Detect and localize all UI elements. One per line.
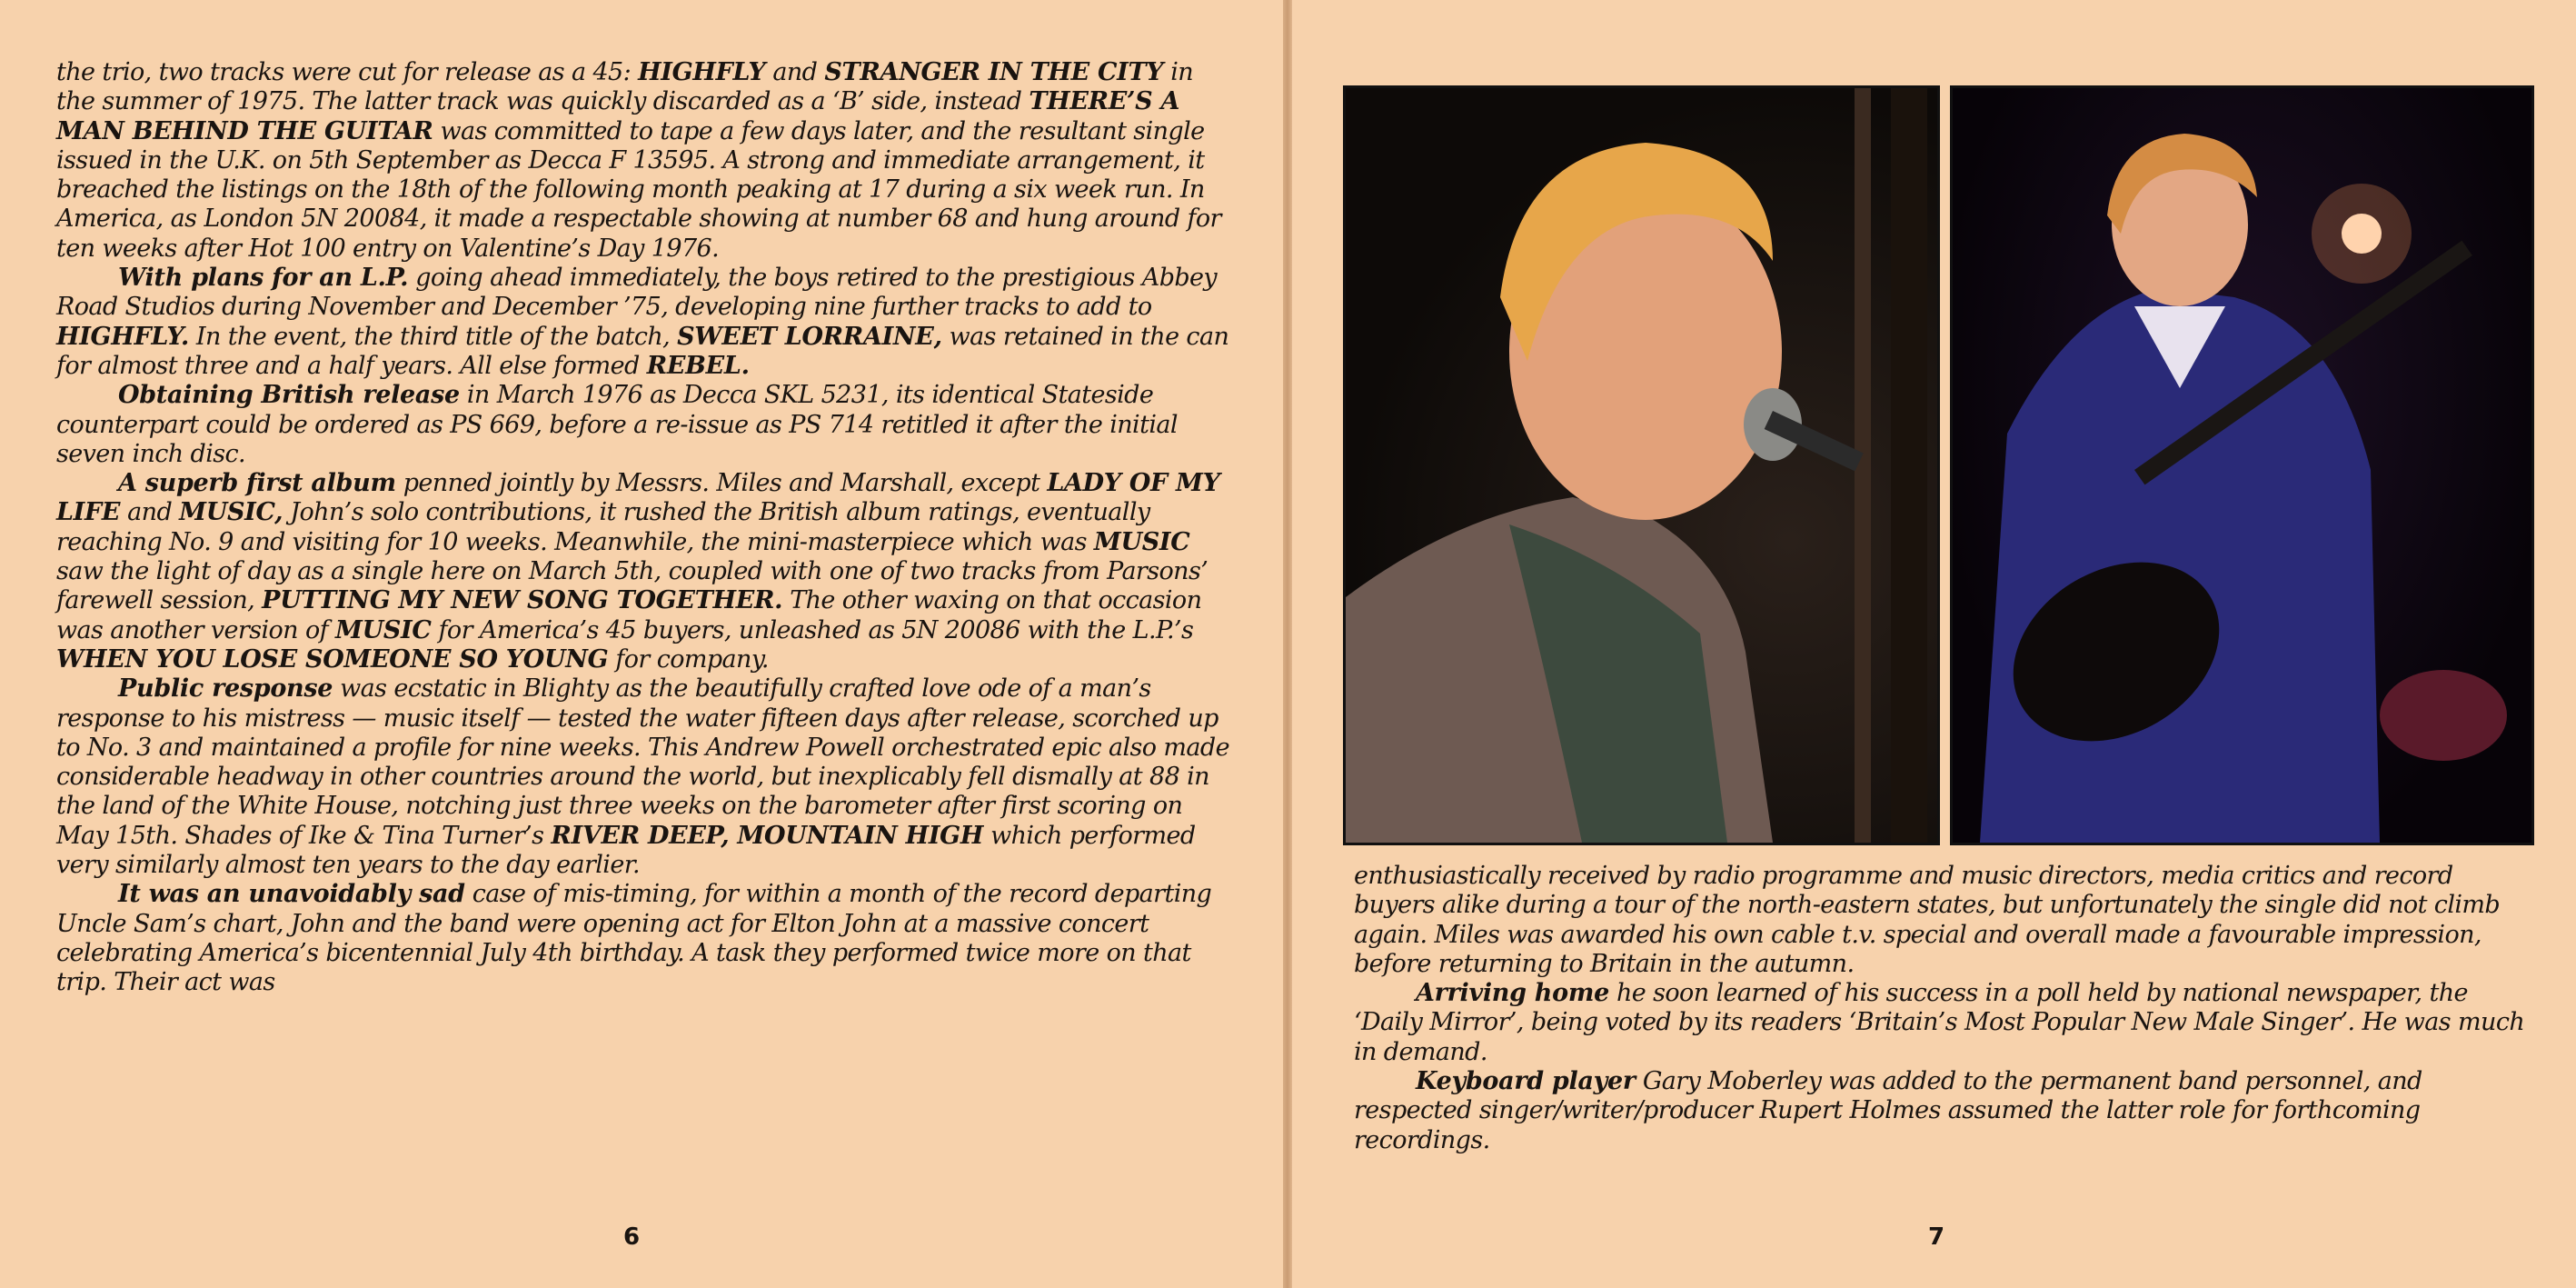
text-run: John’s solo contributions, it rushed the British album ratings, eventually reaching No. 9 and visiting for 10 weeks. Meanwhile, the mini-masterpiece which was bbox=[56, 498, 1150, 556]
bold-highlight: MUSIC bbox=[334, 615, 432, 644]
text-run: The other waxing on that occasion was another version of bbox=[56, 586, 1202, 644]
bold-highlight: SWEET LORRAINE, bbox=[677, 322, 942, 351]
bold-highlight: REBEL. bbox=[646, 351, 750, 380]
text-run: for America’s 45 buyers, unleashed as 5N 20086 with the L.P.’s bbox=[431, 615, 1194, 644]
book-spine bbox=[1283, 0, 1292, 1288]
body-paragraph bbox=[1354, 979, 2535, 1067]
bold-highlight: MUSIC bbox=[1093, 527, 1190, 556]
page-number: 7 bbox=[1928, 1223, 1945, 1251]
body-paragraph bbox=[56, 264, 1238, 381]
bold-highlight: Keyboard player bbox=[1416, 1067, 1636, 1096]
bold-highlight: It was an unavoidably sad bbox=[118, 880, 465, 909]
text-run: and bbox=[120, 498, 180, 527]
bold-highlight: A superb first album bbox=[118, 469, 396, 498]
text-run: he soon learned of his success in a poll held by national newspaper, the ‘Daily Mirror’, being voted by its readers ‘Britain’s Most Popular New Male Singer’. He was much in demand. bbox=[1354, 979, 2525, 1066]
text-run: which performed very similarly almost ten years to the day earlier. bbox=[56, 821, 1196, 880]
bold-highlight: STRANGER IN THE CITY bbox=[824, 58, 1164, 86]
body-paragraph bbox=[56, 880, 1238, 997]
text-run: was committed to tape a few days later, and the resultant single issued in the U.K. on 5th September as Decca F 13595. A strong and immediate arrangement, it breached the listings on the 18th of the following month peaking at 17 during a six week run. In America, as London 5N 20084, it made a respectable showing at number 68 and hung around for ten weeks after Hot 100 entry on Valentine’s Day 1976. bbox=[56, 116, 1221, 263]
body-paragraph bbox=[1354, 1067, 2535, 1155]
text-run: in March 1976 as Decca SKL 5231, its identical Stateside counterpart could be ordered as PS 669, before a re-issue as PS 714 retitled it after the initial seven inch disc. bbox=[56, 381, 1178, 468]
text-run: Gary Moberley was added to the permanent band personnel, and respected singer/writer/producer Rupert Holmes assumed the latter role for forthcoming recordings. bbox=[1354, 1067, 2422, 1154]
bold-highlight: Obtaining British release bbox=[118, 381, 460, 410]
bold-highlight: PUTTING MY NEW SONG TOGETHER. bbox=[262, 586, 783, 615]
bold-highlight: HIGHFLY. bbox=[56, 322, 189, 351]
text-run: In the event, the third title of the batch, bbox=[188, 322, 678, 351]
bold-highlight: HIGHFLY bbox=[638, 58, 766, 86]
text-run: in the summer of 1975. The latter track was quickly discarded as a ‘B’ side, instead bbox=[56, 58, 1194, 116]
bold-highlight: Arriving home bbox=[1416, 979, 1609, 1008]
text-run: was ecstatic in Blighty as the beautifully crafted love ode of a man’s response to his mistress — music itself — tested the water fifteen days after release, scorched up to No. 3 and maintained a profile for nine weeks. This Andrew Powell orchestrated epic also made considerable headway in other countries around the world, but inexplicably fell dismally at 88 in the land of the White House, notching just three weeks on the barometer after first scoring on May 15th. Shades of Ike & Tina Turner’s bbox=[56, 674, 1229, 850]
bold-highlight: THERE’S A MAN BEHIND THE GUITAR bbox=[56, 87, 1180, 145]
body-paragraph bbox=[56, 469, 1238, 674]
text-run: saw the light of day as a single here on March 5th, coupled with one of two tracks from Parsons’ farewell session, bbox=[56, 557, 1208, 615]
text-run: and bbox=[765, 58, 825, 86]
bold-highlight: LADY OF MY LIFE bbox=[56, 469, 1220, 527]
text-run: going ahead immediately, the boys retired to the prestigious Abbey Road Studios during November and December ’75, developing nine further tracks to add to bbox=[56, 264, 1218, 322]
text-run: case of mis-timing, for within a month of the record departing Uncle Sam’s chart, John and the band were opening act for Elton John at a massive concert celebrating America’s bicentennial July 4th birthday. A task they performed twice more on that trip. Their act was bbox=[56, 880, 1212, 997]
photo-singer-at-microphone bbox=[1343, 85, 1940, 845]
bold-highlight: With plans for an L.P. bbox=[118, 264, 409, 293]
body-paragraph bbox=[56, 58, 1238, 264]
body-paragraph bbox=[1354, 862, 2535, 979]
left-page-text bbox=[56, 58, 1238, 998]
photo-guitarist-on-stage bbox=[1950, 85, 2534, 845]
text-run: enthusiastically received by radio programme and music directors, media critics and record buyers alike during a tour of the north-eastern states, but unfortunately the single did not climb again. Miles was awarded his own cable t.v. special and overall made a favourable impression, before returning to Britain in the autumn. bbox=[1354, 862, 2501, 978]
text-run: penned jointly by Messrs. Miles and Marshall, except bbox=[395, 469, 1048, 498]
bold-highlight: RIVER DEEP, MOUNTAIN HIGH bbox=[551, 821, 984, 850]
text-run: was retained in the can for almost three and a half years. All else formed bbox=[56, 322, 1229, 380]
body-paragraph bbox=[56, 674, 1238, 880]
text-run: the trio, two tracks were cut for release as a 45: bbox=[56, 58, 639, 86]
bold-highlight: MUSIC, bbox=[179, 498, 283, 527]
body-paragraph bbox=[56, 381, 1238, 469]
page-number: 6 bbox=[623, 1223, 641, 1251]
bold-highlight: Public response bbox=[118, 674, 333, 704]
bold-highlight: WHEN YOU LOSE SOMEONE SO YOUNG bbox=[56, 644, 609, 674]
left-page bbox=[0, 0, 1283, 1288]
text-run: for company. bbox=[608, 644, 769, 674]
right-page-text bbox=[1354, 862, 2535, 1155]
